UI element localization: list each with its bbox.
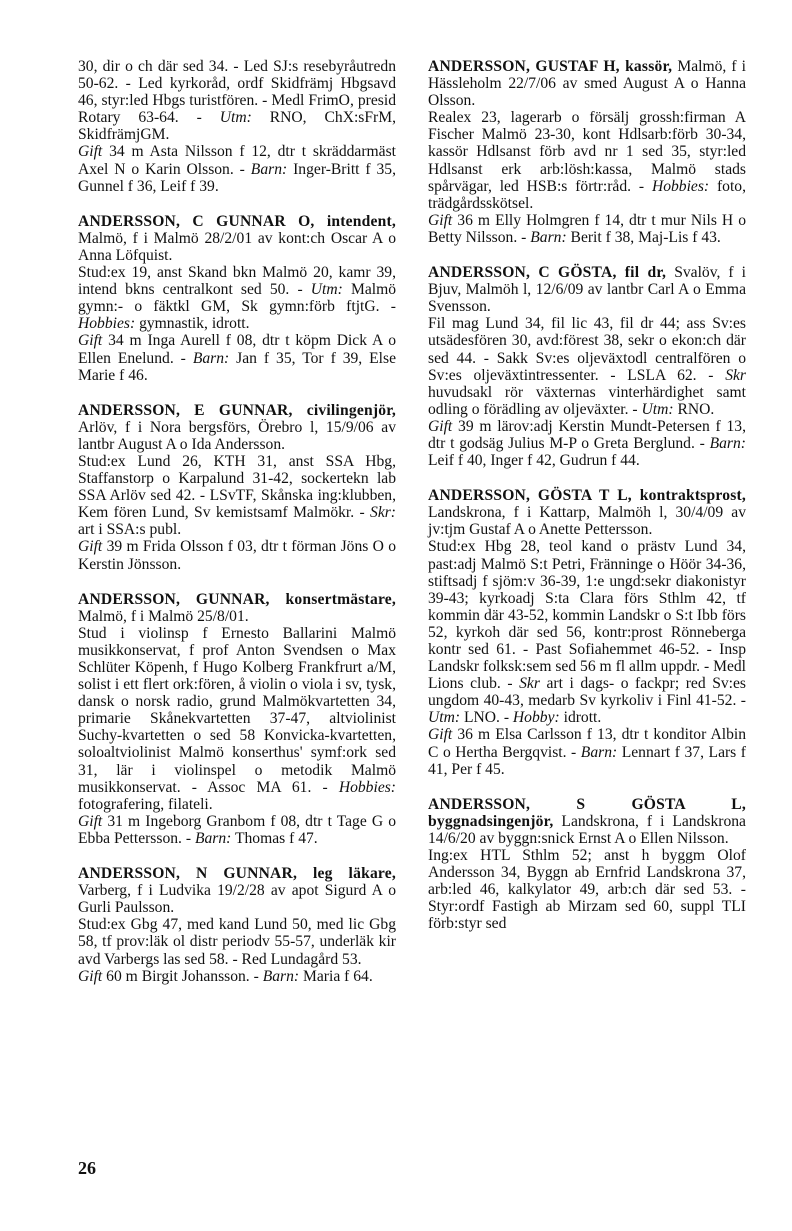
entry-name: ANDERSSON, E GUNNAR, civilingenjör, [78,401,396,419]
skr-label: Skr [519,675,540,693]
gift-label: Gift [78,538,103,556]
entry-text: foto, trädgårdsskötsel. [428,177,746,212]
entry-text: fotografering, filateli. [78,795,213,813]
entry-text: Malmö gymn:- o fäktkl GM, Sk gymn:förb ftjtG. - [78,281,396,316]
barn-label: Barn: [709,434,746,452]
entry-text: 39 m Frida Olsson f 03, dtr t förman Jöns O o Kerstin Jönsson. [78,538,396,573]
entry-intro: Landskrona, f i Kattarp, Malmöh l, 30/4/09 av jv:tjm Gustaf A o Anette Pettersson. [428,504,746,539]
entry-text: RNO. [677,400,715,418]
entry-intro: Arlöv, f i Nora bergsförs, Örebro l, 15/9/06 av lantbr August A o Ida Andersson. [78,418,396,453]
entry-text: 60 m Birgit Johansson. - [106,967,259,985]
entry-text: Stud:ex Lund 26, KTH 31, anst SSA Hbg, Staffanstorp o Karpalund 31-42, sockertekn lab SSA Arlöv sed 42. - LSvTF, Skånska ing:klubben, Kem fören Lund, Sv kemistsamf Malmökr. - [78,452,396,522]
utm-label: Utm: [310,281,343,299]
entry-c-gunnar-o [78,213,396,384]
entry-name: ANDERSSON, GUNNAR, konsertmästare, [78,590,396,608]
right-column [428,58,746,951]
barn-label: Barn: [530,228,567,246]
entry-heading [428,58,746,109]
entry-gustaf-h [428,58,746,246]
barn-label: Barn: [250,160,288,178]
entry-heading [428,264,746,315]
entry-paragraph [428,726,746,777]
entry-intro: Malmö, f i Malmö 25/8/01. [78,607,249,625]
entry-text: Stud:ex 19, anst Skand bkn Malmö 20, kamr 39, intend bkns centralkont sed 50. - [78,264,396,299]
entry-text: 36 m Elly Holmgren f 14, dtr t mur Nils H o Betty Nilsson. - [428,211,746,246]
gift-label: Gift [78,332,103,350]
entry-paragraph [78,264,396,332]
entry-text: Realex 23, lagerarb o försälj grossh:firman A Fischer Malmö 23-30, kont Hdlsarb:förb 30-34, kassör Hdlsanst förb avd nr 1 sed 35, styr:led Hdlsanst erk arb:lösh:kassa, Malmö stads spårvägar, led HSB:s förtr:råd. - [428,109,746,195]
entry-paragraph [78,968,396,985]
entry-paragraph [428,418,746,469]
entry-heading [428,796,746,847]
entry-text: 34 m Asta Nilsson f 12, dtr t skräddarmäst Axel N o Karin Olsson. - [78,143,396,178]
entry-intro: Malmö, f i Malmö 28/2/01 av kont:ch Oscar A o Anna Löfquist. [78,229,396,264]
entry-text: Berit f 38, Maj-Lis f 43. [570,228,721,246]
entry-text: gymnastik, idrott. [139,315,250,333]
entry-intro: Landskrona, f i Landskrona 14/6/20 av byggn:snick Ernst A o Ellen Nilsson. [428,812,746,847]
entry-name: ANDERSSON, C GUNNAR O, intendent, [78,212,396,230]
entry-text: Stud i violinsp f Ernesto Ballarini Malmö musikkonservat, f prof Anton Svendsen o Max Schlüter Köpenh, f Hugo Kolberg Frankfrurt a/M, solist i ett flert ork:fören, å violin o viola i sv, tysk, dansk o norsk radio, grund Malmökvartetten 34, primarie Skånekvartetten 37-47, altviolinist Suchy-kvartetten o sed 58 Konvicka-kvartetten, soloaltviolinist Malmö konserthus' symf:ork sed 31, lär i violinspel o metodik Malmö musikkonservat. - Assoc MA 61. - [78,624,396,796]
entry-text: idrott. [563,709,602,727]
utm-label: Utm: [219,109,252,127]
entry-heading [78,402,396,453]
entry-text: art i dags- o fackpr; red Sv:es ungdom 40-43, medarb Sv kyrkoliv i Finl 41-52. - [428,675,746,710]
entry-name: ANDERSSON, S GÖSTA L, byggnadsingenjör, [428,795,746,830]
entry-paragraph [78,58,396,143]
gift-label: Gift [428,417,453,435]
entry-paragraph [428,212,746,246]
gift-label: Gift [78,812,103,830]
gift-label: Gift [78,143,103,161]
entry-name: ANDERSSON, GÖSTA T L, kontraktsprost, [428,487,746,505]
entry-text: Maria f 64. [303,967,373,985]
entry-text: Ing:ex HTL Sthlm 52; anst h byggm Olof Andersson 34, Byggn ab Ernfrid Landskrona 37, arb:led 46, kalkylator 49, arb:ch där sed 53. - Styr:ordf Fastigh ab Mirzam sed 60, suppl TLI förb:styr sed [428,847,746,933]
gift-label: Gift [78,967,103,985]
gift-label: Gift [428,726,453,744]
hobby-label: Hobby: [512,709,560,727]
entry-text: huvudsakl rör växternas vinterhärdighet samt odling o förädling av oljeväxter. - [428,383,746,418]
entry-text: 31 m Ingeborg Granbom f 08, dtr t Tage G o Ebba Pettersson. - [78,812,396,847]
entry-text: 34 m Inga Aurell f 08, dtr t köpm Dick A o Ellen Enelund. - [78,332,396,367]
entry-text: Thomas f 47. [234,829,318,847]
hobbies-label: Hobbies: [651,177,710,195]
entry-continued [78,58,396,195]
entry-text: Lennart f 37, Lars f 41, Per f 45. [428,743,746,778]
entry-text: 30, dir o ch där sed 34. - Led SJ:s resebyråutredn 50-62. - Led kyrkoråd, ordf Skidfrämj Hbgsavd 46, styr:led Hbgs turistfören. - Medl FrimO, presid Rotary 63-64. - [78,58,396,127]
entry-paragraph [78,916,396,967]
entry-c-gosta [428,264,746,469]
entry-text: LNO. - [463,709,510,727]
entry-name: ANDERSSON, GUSTAF H, kassör, [428,58,673,75]
entry-paragraph [78,538,396,572]
utm-label: Utm: [641,400,674,418]
hobbies-label: Hobbies: [338,778,396,796]
entry-paragraph [78,332,396,383]
entry-paragraph [428,538,746,726]
entry-gosta-t-l [428,487,746,778]
barn-label: Barn: [192,349,230,367]
entry-text: Stud:ex Hbg 28, teol kand o prästv Lund 34, past:adj Malmö S:t Petri, Fränninge o Höör 34-36, stiftsadj f sjöm:v 36-39, 1:e ungd:sekr diakonistyr 39-43; kyrkoadj S:ta Clara förs Sthlm 42, tf kommin där 43-52, kommin Landskr o S:t Ibb förs 52, kyrkoh där sed 56, kontr:prost Rönneberga kontr sed 61. - Past Sofiahemmet 46-52. - Insp Landskr folksk:sem sed 56 m fl allm uppdr. - Medl Lions club. - [428,538,746,693]
entry-name: ANDERSSON, N GUNNAR, leg läkare, [78,865,396,883]
entry-text: Stud:ex Gbg 47, med kand Lund 50, med lic Gbg 58, tf prov:läk ol distr periodv 55-57, underläk kir avd Varbergs las sed 58. - Red Lundagård 53. [78,916,396,968]
entry-name: ANDERSSON, C GÖSTA, fil dr, [428,264,667,282]
entry-heading [78,213,396,264]
barn-label: Barn: [580,743,618,761]
entry-paragraph [428,315,746,418]
entry-intro: Varberg, f i Ludvika 19/2/28 av apot Sigurd A o Gurli Paulsson. [78,882,396,917]
utm-label: Utm: [428,709,461,727]
skr-label: Skr [725,366,746,384]
entry-paragraph [428,109,746,212]
entry-paragraph [428,847,746,932]
skr-label: Skr: [370,504,396,522]
left-column [78,58,396,1003]
entry-n-gunnar [78,865,396,985]
entry-text: art i SSA:s publ. [78,521,182,539]
entry-paragraph [78,143,396,194]
entry-paragraph [78,625,396,813]
entry-intro: Svalöv, f i Bjuv, Malmöh l, 12/6/09 av lantbr Carl A o Emma Svensson. [428,264,746,316]
entry-intro: Malmö, f i Hässleholm 22/7/06 av smed August A o Hanna Olsson. [428,58,746,110]
entry-text: 39 m lärov:adj Kerstin Mundt-Petersen f 13, dtr t godsäg Julius M-P o Greta Berglund. - [428,417,746,452]
entry-paragraph [78,453,396,538]
entry-text: 36 m Elsa Carlsson f 13, dtr t konditor Albin C o Hertha Bergqvist. - [428,726,746,761]
entry-text: RNO, ChX:sFrM, SkidfrämjGM. [78,109,396,144]
page-number: 26 [78,1158,96,1178]
entry-heading [428,487,746,538]
entry-gunnar-konsertmastare [78,591,396,847]
gift-label: Gift [428,211,453,229]
entry-s-gosta-l [428,796,746,933]
entry-text: Jan f 35, Tor f 39, Else Marie f 46. [78,349,397,384]
entry-heading [78,865,396,916]
entry-text: Leif f 40, Inger f 42, Gudrun f 44. [428,452,640,470]
entry-e-gunnar [78,402,396,573]
entry-paragraph [78,813,396,847]
barn-label: Barn: [262,967,300,985]
entry-text: Fil mag Lund 34, fil lic 43, fil dr 44; ass Sv:es utsädesfören 30, avd:förest 38, sekr o ekon:ch där sed 44. - Sakk Sv:es oljeväxtodl centralfören o Sv:es oljeväxtintressenter. - LSLA 62. - [428,315,746,384]
barn-label: Barn: [194,829,232,847]
entry-text: Inger-Britt f 35, Gunnel f 36, Leif f 39. [78,160,396,195]
entry-heading [78,591,396,625]
hobbies-label: Hobbies: [78,315,136,333]
